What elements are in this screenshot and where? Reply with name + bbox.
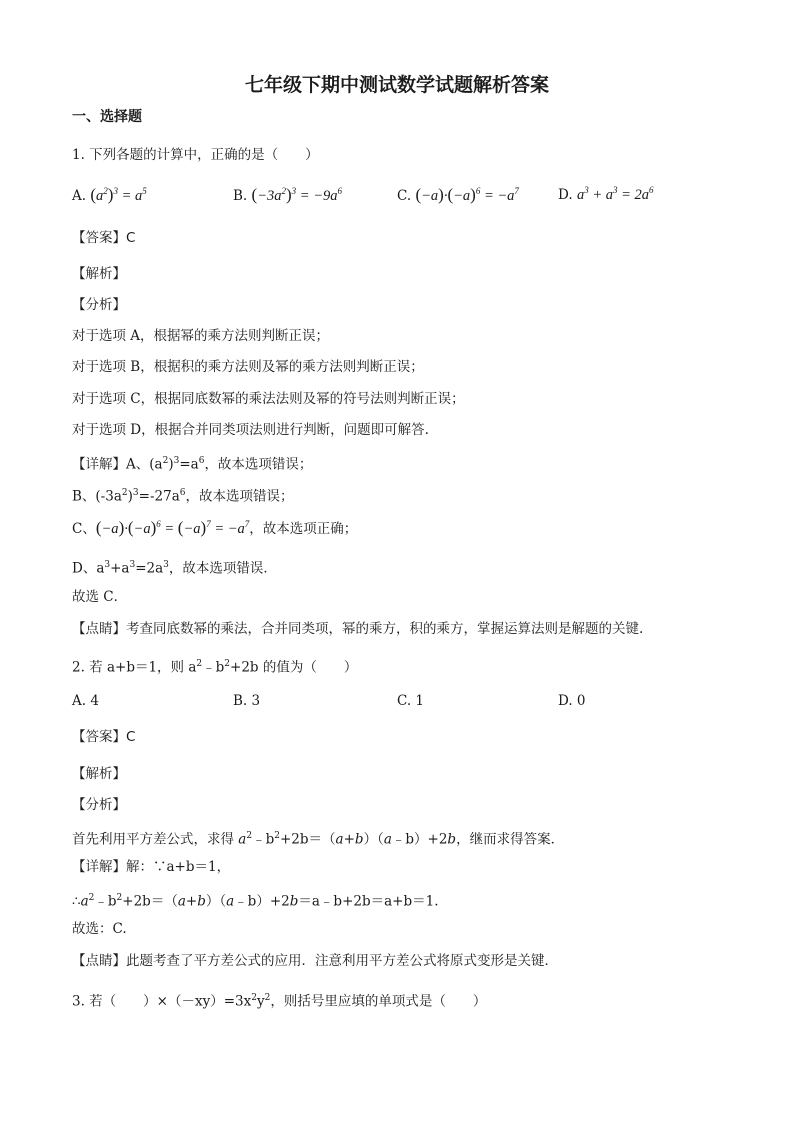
dianjing-text: 考查同底数幂的乘法，合并同类项，幂的乘方，积的乘方，掌握运算法则是解题的关键. [126,621,644,637]
q1-option-d: D. $a^3 + a^3 = 2a^6$ [558,185,654,203]
detail-c-tail: ，故本选项正确； [249,521,358,537]
detail-d-tail: ，故本选项错误． [168,560,277,577]
q1-detail-c: C、$(-a)\cdot(-a)^6 = (-a)^7 = -a^7$，故本选项正确； [72,518,358,537]
q2-option-b: B. 3 [233,693,261,709]
q2-option-d: D. 0 [558,693,586,709]
q2-detail-2-post: ＝a﹣b+2b＝a+b＝1. [298,893,439,910]
q3-stem: 3. 若（ ）$\times(-xy)=3x^2y^2$，则括号里应填的单项式是（ ） [72,993,487,1010]
answer-value: C [126,729,136,745]
q1-fenxi-line: 对于选项 C，根据同底数幂的乘法法则及幂的符号法则判断正误； [72,391,465,407]
q2-detail-1 [72,858,230,876]
option-letter: B. [233,188,248,204]
detail-a-tail: ，故本选项错误； [204,456,313,473]
q2-conclusion: 故选：C. [72,921,127,937]
q2-detail-1-text: 解：∵a+b＝1， [126,859,231,875]
dianjing-tag: 【点睛】 [72,953,126,969]
answer-tag: 【答案】 [72,230,126,246]
q2-fenxi-pre: 首先利用平方差公式，求得 [72,831,239,848]
q2-detail-2: $\therefore a^2﹣b^2+2b=(a+b)(a﹣b)+2b=a﹣b+2b=a+b=1$. [72,893,439,910]
detail-b-tail: ，故本选项错误； [185,488,294,505]
q2-answer [72,728,135,746]
q1-option-a: A. $(a^2)^3 = a^5$ [72,185,147,204]
q1-fenxi-line: 对于选项 B，根据积的乘方法则及幂的乘方法则判断正误； [72,359,424,375]
q2-analysis-tag: 【解析】 [72,766,126,782]
q1-dianjing [72,620,643,638]
q1-stem: 1. 下列各题的计算中，正确的是（ ） [72,147,319,163]
q2-dianjing [72,952,558,970]
q1-detail-b: B、$(-3a^2)^3=-27a^6$，故本选项错误； [72,488,294,505]
dianjing-text: 此题考查了平方差公式的应用．注意利用平方差公式将原式变形是关键． [126,953,558,969]
q1-analysis-tag: 【解析】 [72,266,126,282]
q2-stem-pre: 2. 若 a+b＝1，则 a [72,659,197,676]
q3-stem-pre: 3. 若（ ）×（－xy）=3x [72,993,252,1010]
detail-tag: 【详解】 [72,456,126,473]
q1-option-c: C. $(-a)\cdot(-a)^6 = -a^7$ [397,185,519,204]
option-letter: D. [558,187,573,203]
q1-answer [72,229,135,247]
option-letter: A. [72,188,87,204]
q2-option-c: C. 1 [397,693,425,709]
dianjing-tag: 【点睛】 [72,621,126,637]
page-title: 七年级下期中测试数学试题解析答案 [244,74,549,96]
q1-conclusion: 故选 C． [72,589,128,605]
q2-fenxi-post: ，继而求得答案． [456,831,565,848]
q2-stem-post: 的值为（ ） [258,659,358,676]
detail-tag: 【详解】 [72,859,126,875]
q1-fenxi-tag: 【分析】 [72,297,126,313]
q1-detail-a: 【详解】A、$(a^2)^3=a^6$，故本选项错误； [72,456,313,473]
q1-fenxi-line: 对于选项 D，根据合并同类项法则进行判断，问题即可解答. [72,422,429,438]
option-letter: C. [397,188,412,204]
answer-tag: 【答案】 [72,729,126,745]
q2-fenxi-text: 首先利用平方差公式，求得 $a^2﹣b^2+2b=(a+b)(a﹣b)+2b$，继而求得答案． [72,831,565,848]
q1-option-b: B. $(-3a^2)^3 = -9a^6$ [233,185,342,204]
q3-stem-post: ，则括号里应填的单项式是（ ） [270,993,487,1010]
q2-option-a: A. 4 [72,693,99,709]
q2-stem: 2. 若 a+b＝1，则 $a^2﹣b^2+2b$ 的值为（ ） [72,659,358,676]
q1-detail-d: D、$a^3+a^3=2a^3$，故本选项错误． [72,560,277,577]
q1-fenxi-line: 对于选项 A，根据幂的乘方法则判断正误； [72,328,330,344]
section-heading: 一、选择题 [72,109,142,125]
q2-fenxi-tag: 【分析】 [72,797,126,813]
answer-value: C [126,230,136,246]
